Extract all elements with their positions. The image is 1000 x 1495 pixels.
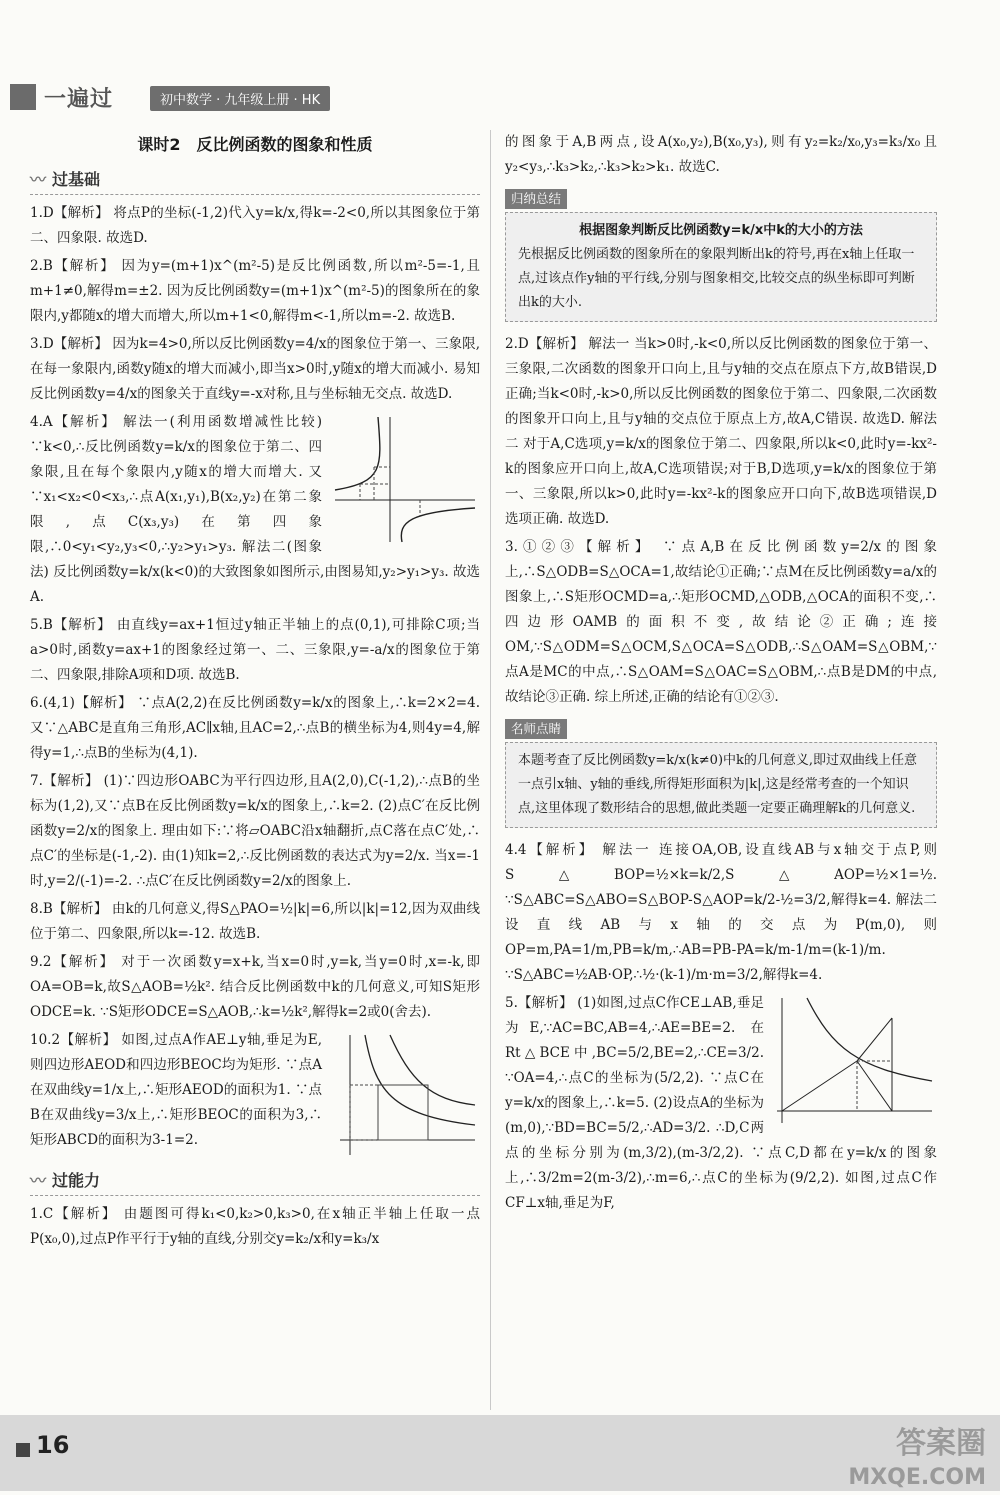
ability-answer-1: 1.C【解析】 由题图可得k₁<0,k₂>0,k₃>0,在x轴正半轴上任取一点P(x₀,0),过点P作平行于y轴的直线,分别交y=k₂/x和y=k₃/x: [30, 1206, 480, 1247]
wave-icon: 〰: [30, 1171, 47, 1190]
summary-title: 根据图象判断反比例函数y=k/x中k的大小的方法: [579, 223, 863, 238]
footer-square-icon: [16, 1443, 30, 1457]
answer-7: 7.【解析】 (1)∵四边形OABC为平行四边形,且A(2,0),C(-1,2),∴点B的坐标为(1,2),又∵点B在反比例函数y=k/x的图象上,∴k=2. (2)点C′在反比例函数y=2/x的图象上. 理由如下:∵将▱OABC沿x轴翻折,点C落在点C′处,∴点C′的坐标是(-1,-2). 由(1)知k=2,∴反比例函数的表达式为y=2/x. 当x=-1时,y=2/(-1)=-2. ∴点C′在反比例函数y=2/x的图象上.: [30, 773, 480, 889]
answer-8: 8.B【解析】 由k的几何意义,得S△PAO=½|k|=6,所以|k|=12,因为双曲线位于第二、四象限,所以k=-12. 故选B.: [30, 901, 480, 942]
answer-5: 5.B【解析】 由直线y=ax+1恒过y轴正半轴上的点(0,1),可排除C项;当a>0时,函数y=ax+1的图象经过第一、二、三象限,y=-a/x的图象位于第二、四象限,排除A项和D项. 故选B.: [30, 617, 480, 683]
teacher-tip-body: 本题考查了反比例函数y=k/x(k≠0)中k的几何意义,即过双曲线上任意一点引x轴、y轴的垂线,所得矩形面积为|k|,这是经常考查的一个知识点,这里体现了数形结合的思想,做此类题一定要正确理解k的几何意义.: [518, 753, 918, 816]
summary-body: 先根据反比例函数的图象所在的象限判断出k的符号,再在x轴上任取一点,过该点作y轴的平行线,分别与图象相交,比较交点的纵坐标即可判断出k的大小.: [518, 247, 915, 310]
page-number: 16: [36, 1431, 70, 1459]
section-basic-label: 过基础: [52, 170, 101, 189]
figure-q4-hyperbola: [330, 412, 480, 547]
summary-label: 归纳总结: [505, 189, 567, 209]
summary-box: [505, 212, 937, 322]
watermark: [848, 1427, 986, 1495]
lesson-title: 课时2 反比例函数的图象和性质: [137, 135, 373, 154]
brand-logo: 一遍过: [44, 87, 114, 112]
figure-q10-rectangles: [330, 1030, 480, 1160]
ability-answer-4: 4.4【解析】 解法一 连接OA,OB,设直线AB与x轴交于点P,则S△BOP=½×k=k/2,S△AOP=½×1=½. ∵S△ABC=S△ABO=S△BOP-S△AOP=k/2-½=3/2,解得k=4. 解法二 设直线AB与x轴的交点为P(m,0),则OP=m,PA=1/m,PB=k/m,∴AB=PB-PA=k/m-1/m=(k-1)/m. ∵S△ABC=½AB·OP,∴½·(k-1)/m·m=3/2,解得k=4.: [505, 842, 937, 983]
ability-answer-5: 5.【解析】 (1)如图,过点C作CE⊥AB,垂足为E,∵AC=BC,AB=4,∴AE=BE=2. 在Rt△BCE中,BC=5/2,BE=2,∴CE=3/2. ∵OA=4,∴点C的坐标为(5/2,2). ∵点C在y=k/x的图象上,∴k=5. (2)设点A的坐标为(m,0),∵BD=BC=5/2,∴AD=3/2. ∴D,C两点的坐标分别为(m,3/2),(m-3/2,2). ∵点C,D都在y=k/x的图象上,∴3/2m=2(m-3/2),∴m=6,∴点C的坐标为(9/2,2). 如图,过点C作CF⊥x轴,垂足为F,: [505, 995, 937, 1211]
watermark-url: MXQE.COM: [848, 1465, 986, 1490]
answer-3: 3.D【解析】 因为k=4>0,所以反比例函数y=4/x的图象位于第一、三象限,在每一象限内,函数y随x的增大而减小,即当x>0时,y随x的增大而减小. 易知反比例函数y=4/x的图象关于直线y=-x对称,且与坐标轴无交点. 故选D.: [30, 336, 480, 402]
figure-q5-triangle: [772, 993, 937, 1128]
ability-answer-3: 3.①②③【解析】 ∵点A,B在反比例函数y=2/x的图象上,∴S△ODB=S△OCA=1,故结论①正确;∵点M在反比例函数y=a/x的图象上,∴S矩形OCMD=a,∴矩形OCMD,△ODB,△OCA的面积不变,∴四边形OAMB的面积不变,故结论②正确;连接OM,∵S△ODM=S△OCM,S△OCA=S△ODB,∴S△OAM=S△OBM,∵点A是MC的中点,∴S△OAM=S△OAC=S△OBM,∴点B是DM的中点,故结论③正确. 综上所述,正确的结论有①②③.: [505, 539, 937, 705]
section-ability-heading: [30, 1168, 480, 1196]
logo-square-icon: [10, 84, 36, 110]
subject-tag: 初中数学 · 九年级上册 · HK: [150, 86, 330, 111]
column-divider: [490, 130, 491, 1410]
answer-4: 4.A【解析】 解法一(利用函数增减性比较) ∵k<0,∴反比例函数y=k/x的图象位于第二、四象限,且在每个象限内,y随x的增大而增大. 又∵x₁<x₂<0<x₃,∴点A(x₁,y₁),B(x₂,y₂)在第二象限,点C(x₃,y₃)在第四象限,∴0<y₁<y₂,y₃<0,∴y₂>y₁>y₃. 解法二(图象法) 反比例函数y=k/x(k<0)的大致图象如图所示,由图易知,y₂>y₁>y₃. 故选A.: [30, 414, 480, 605]
answer-9: 9.2【解析】 对于一次函数y=x+k,当x=0时,y=k,当y=0时,x=-k,即OA=OB=k,故S△AOB=½k². 结合反比例函数中k的几何意义,可知S矩形ODCE=k. ∵S矩形ODCE=S△AOB,∴k=½k²,解得k=2或0(舍去).: [30, 954, 480, 1020]
section-basic-heading: [30, 167, 480, 195]
left-column: [30, 130, 480, 1255]
ability-answer-2: 2.D【解析】 解法一 当k>0时,-k<0,所以反比例函数的图象位于第一、三象限,二次函数的图象开口向上,且与y轴的交点在原点下方,故B错误,D正确;当k<0时,-k>0,所以反比例函数的图象位于第二、四象限,二次函数的图象开口向上,且与y轴的交点位于原点上方,故A,C错误. 故选D. 解法二 对于A,C选项,y=k/x的图象位于第二、四象限,所以k<0,此时y=-kx²-k的图象应开口向上,故A,C选项错误;对于B,D选项,y=k/x的图象位于第一、三象限,所以k>0,此时y=-kx²-k的图象应开口向下,故B选项错误,D选项正确. 故选D.: [505, 336, 937, 527]
answer-10: 10.2【解析】 如图,过点A作AE⊥y轴,垂足为E,则四边形AEOD和四边形BEOC均为矩形. ∵点A在双曲线y=1/x上,∴矩形AEOD的面积为1. ∵点B在双曲线y=3/x上,∴矩形BEOC的面积为3,∴矩形ABCD的面积为3-1=2.: [30, 1032, 322, 1148]
section-ability-label: 过能力: [52, 1171, 101, 1190]
answer-6: 6.(4,1)【解析】 ∵点A(2,2)在反比例函数y=k/x的图象上,∴k=2×2=4. 又∵△ABC是直角三角形,AC∥x轴,且AC=2,∴点B的横坐标为4,则4y=4,解得y=1,∴点B的坐标为(4,1).: [30, 695, 480, 761]
ability-answer-1-cont: 的图象于A,B两点,设A(x₀,y₂),B(x₀,y₃),则有y₂=k₂/x₀,y₃=k₃/x₀且y₂<y₃,∴k₃>k₂,∴k₃>k₂>k₁. 故选C.: [505, 134, 937, 175]
right-column: [505, 130, 937, 1219]
page-footer: [0, 1415, 1000, 1491]
answer-2: 2.B【解析】 因为y=(m+1)x^(m²-5)是反比例函数,所以m²-5=-1,且m+1≠0,解得m=±2. 因为反比例函数y=(m+1)x^(m²-5)的图象所在的象限内,y都随x的增大而增大,所以m+1<0,解得m<-1,所以m=-2. 故选B.: [30, 258, 480, 324]
teacher-tip-label: 名师点睛: [505, 719, 567, 739]
wave-icon: 〰: [30, 170, 47, 189]
page-header: [0, 78, 1000, 116]
teacher-tip-box: [505, 742, 937, 828]
answer-1: 1.D【解析】 将点P的坐标(-1,2)代入y=k/x,得k=-2<0,所以其图象位于第二、四象限. 故选D.: [30, 205, 480, 246]
watermark-text: 答案圈: [896, 1426, 986, 1461]
